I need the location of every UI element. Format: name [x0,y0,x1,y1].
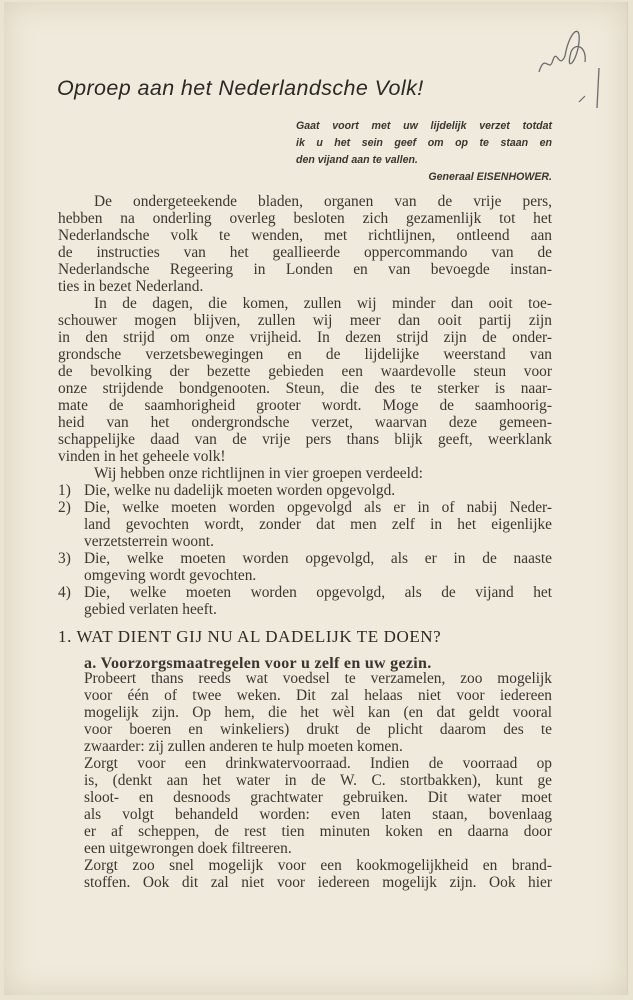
text-line: sloot- en desnoods grachtwater gebruiken. Dit water moet [84,789,552,806]
text-line: In de dagen, die komen, zullen wij minder dan ooit toe- [94,295,552,312]
list-number: 3) [58,550,71,567]
text-line: gebied verlaten heeft. [84,601,217,618]
text-line: zwaarder: zij zullen anderen te hulp moeten komen. [84,738,403,755]
handwritten-annotation [535,12,605,112]
text-line: Die, welke moeten worden opgevolgd, als er in de naaste [84,550,552,567]
list-item [58,550,552,584]
text-line: land gevochten wordt, zonder dat men zelf in het eigenlijke [84,516,552,533]
list-number: 2) [58,499,71,516]
text-line: Die, welke moeten worden opgevolgd als er in of nabij Neder- [84,499,552,516]
text-line: grondsche verzetsbewegingen en de lijdelijke weerstand van [58,346,552,363]
text-line: de bevolking der bezette gebieden een waardevolle steun voor [58,363,552,380]
quote-line: Gaat voort met uw lijdelijk verzet totdat [296,120,552,132]
section-heading: 1. WAT DIENT GIJ NU AL DADELIJK TE DOEN? [58,627,442,646]
text-line: de instructies van het geallieerde oppercommando van de [58,244,552,261]
paragraph [58,193,552,295]
text-line: mate de saamhorigheid grooter wordt. Moge de saamhoorig- [58,397,552,414]
paragraph [84,755,552,857]
text-line: schappelijke daad van de vrije pers thans blijk geeft, weerklank [58,431,552,448]
text-line: hebben na onderling overleg besloten zich gezamenlijk tot het [58,210,552,227]
text-line: verzetsterrein woont. [84,533,214,550]
paragraph [58,295,552,465]
section-body [84,670,552,891]
text-line: Wij hebben onze richtlijnen in vier groepen verdeeld: [94,465,423,482]
intro-text [58,193,552,482]
text-line: schouwer mogen blijven, zullen wij meer dan ooit partij zijn [58,312,552,329]
text-line: Nederlandsche volk te wenden, met richtlijnen, ontleend aan [58,227,552,244]
subsection-heading: a. Voorzorgsmaatregelen voor u zelf en uw gezin. [84,655,432,672]
text-line: voor één of twee weken. Dit zal helaas niet voor iedereen [84,687,552,704]
guideline-groups-list [58,482,552,618]
list-item [58,499,552,550]
text-line: Zorgt voor een drinkwatervoorraad. Indien de voorraad op [84,755,552,772]
text-line: stoffen. Ook dit zal niet voor iedereen mogelijk zijn. Ook hier [84,874,552,891]
list-item [58,584,552,618]
text-line: Die, welke nu dadelijk moeten worden opgevolgd. [84,482,396,499]
paragraph [84,857,552,891]
text-line: De ondergeteekende bladen, organen van de vrije pers, [94,193,552,210]
text-line: Probeert thans reeds wat voedsel te verzamelen, zoo mogelijk [84,670,552,687]
text-line: ties in bezet Nederland. [58,278,204,295]
text-line: Zorgt zoo snel mogelijk voor een kookmogelijkheid en brand- [84,857,552,874]
text-line: als volgt behandeld worden: even laten staan, bovenlaag [84,806,552,823]
text-line: er af scheppen, de rest tien minuten koken en daarna door [84,823,552,840]
list-number: 1) [58,482,71,499]
quote-line: den vijand aan te vallen. [296,154,418,166]
text-line: heid van het ondergrondsche verzet, waarvan deze gemeen- [58,414,552,431]
text-line: Nederlandsche Regeering in Londen en van bevoegde instan- [58,261,552,278]
list-item [58,482,552,499]
paragraph [58,465,552,482]
paragraph [84,670,552,755]
text-line: omgeving wordt gevochten. [84,567,257,584]
text-line: in den strijd om onze vrijheid. In dezen strijd zijn de onder- [58,329,552,346]
eisenhower-quote [296,120,552,188]
text-line: is, (denkt aan het water in de W. C. stortbakken), kunt ge [84,772,552,789]
quote-line: ik u het sein geef om op te staan en [296,137,552,149]
document-title: Oproep aan het Nederlandsche Volk! [57,76,424,100]
text-line: mogelijk zijn. Op hem, die het wèl kan (en dat geldt vooral [84,704,552,721]
list-number: 4) [58,584,71,601]
text-line: een uitgewrongen doek filtreeren. [84,840,292,857]
quote-signature: Generaal EISENHOWER. [428,171,552,183]
text-line: onze strijdende bondgenooten. Steun, die des te sterker is naar- [58,380,552,397]
text-line: voor boeren en winkeliers) drukt de plicht daarom des te [84,721,552,738]
text-line: vinden in het geheele volk! [58,448,226,465]
text-line: Die, welke moeten worden opgevolgd, als de vijand het [84,584,552,601]
